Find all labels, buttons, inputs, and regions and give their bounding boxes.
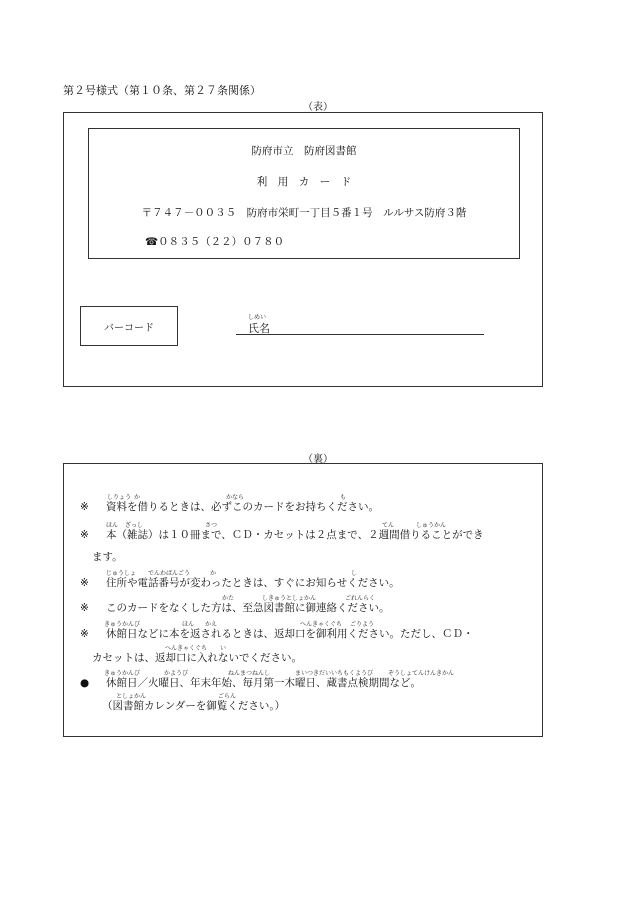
ruby: かようび <box>164 670 189 677</box>
library-phone: ☎０８３５（２２）０７８０ <box>145 236 285 248</box>
ruby: しゅうかん <box>416 522 447 529</box>
note-1 <box>80 499 379 514</box>
ruby: しりょう <box>107 494 132 501</box>
note-4 <box>80 600 390 615</box>
library-address: 〒７４７－００３５ 防府市栄町一丁目５番１号 ルルサス防府３階 <box>141 207 467 219</box>
ruby: としょかん <box>116 693 147 700</box>
ruby: へんきゃくぐち <box>165 645 208 652</box>
name-ruby: しめい <box>248 314 267 321</box>
name-label: 氏名 <box>248 322 270 335</box>
ruby: ごりよう <box>350 621 375 628</box>
ruby: し <box>351 570 358 577</box>
note-6-cont: （図書館カレンダーを御覧ください。） <box>102 700 286 712</box>
ruby: さつ <box>205 522 218 529</box>
ruby: ほん <box>106 522 119 529</box>
ruby: い <box>220 645 227 652</box>
ruby: かなら <box>226 494 245 501</box>
ruby: きゅうかんび <box>104 621 141 628</box>
barcode-box <box>80 306 178 346</box>
ruby: ほん <box>182 621 195 628</box>
ruby: じゅうしょ <box>106 570 137 577</box>
note-mark: ※ <box>80 577 89 589</box>
ruby: ぞうしょてんけんきかん <box>388 670 455 677</box>
note-mark: ※ <box>80 529 89 541</box>
library-name: 防府市立 防府図書館 <box>251 145 357 157</box>
note-text: 休館日／火曜日、年末年始、毎月第一木曜日、蔵書点検期間など。 <box>106 677 421 689</box>
ruby: ざっし <box>125 522 144 529</box>
back-side-label: （裏） <box>303 454 333 465</box>
note-6 <box>80 675 421 690</box>
ruby: てん <box>382 522 395 529</box>
form-title: 第２号様式（第１０条、第２７条関係） <box>63 84 261 97</box>
ruby: ごれんらく <box>345 595 376 602</box>
ruby: まいつきだいいちもくようび <box>295 670 374 677</box>
note-5-cont: カセットは、返却口に入れないでください。 <box>92 652 302 664</box>
note-mark: ※ <box>80 501 89 513</box>
note-text: 住所や電話番号が変わったときは、すぐにお知らせください。 <box>106 577 400 589</box>
note-2 <box>80 527 484 542</box>
note-mark: ※ <box>80 602 89 614</box>
ruby: かた <box>222 595 235 602</box>
ruby: へんきゃくぐち <box>300 621 343 628</box>
card-title: 利 用 カ ー ド <box>256 176 352 188</box>
note-text: 休館日などに本を返されるときは、返却口を御利用ください。ただし、ＣＤ・ <box>106 628 474 640</box>
note-2-cont: ます。 <box>92 551 123 563</box>
note-bullet: ● <box>80 677 90 689</box>
ruby: か <box>210 570 217 577</box>
ruby: きゅうかんび <box>104 670 141 677</box>
name-underline <box>236 334 484 335</box>
ruby: か <box>134 494 141 501</box>
front-side-label: （表） <box>303 102 333 113</box>
note-text: 資料を借りるときは、必ずこのカードをお持ちください。 <box>106 501 379 513</box>
ruby: ごらん <box>218 693 237 700</box>
ruby: ねんまつねんし <box>228 670 271 677</box>
note-text: このカードをなくした方は、至急図書館に御連絡ください。 <box>106 602 390 614</box>
ruby: かえ <box>205 621 218 628</box>
note-3 <box>80 575 400 590</box>
ruby: でんわばんごう <box>148 570 191 577</box>
note-5 <box>80 626 474 641</box>
ruby: しきゅうとしょかん <box>262 595 317 602</box>
ruby: も <box>340 494 347 501</box>
note-text: 本（雑誌）は１０冊まで、ＣＤ・カセットは２点まで、２週間借りることができ <box>106 529 484 541</box>
barcode-label: バーコード <box>104 322 154 334</box>
note-mark: ※ <box>80 628 89 640</box>
